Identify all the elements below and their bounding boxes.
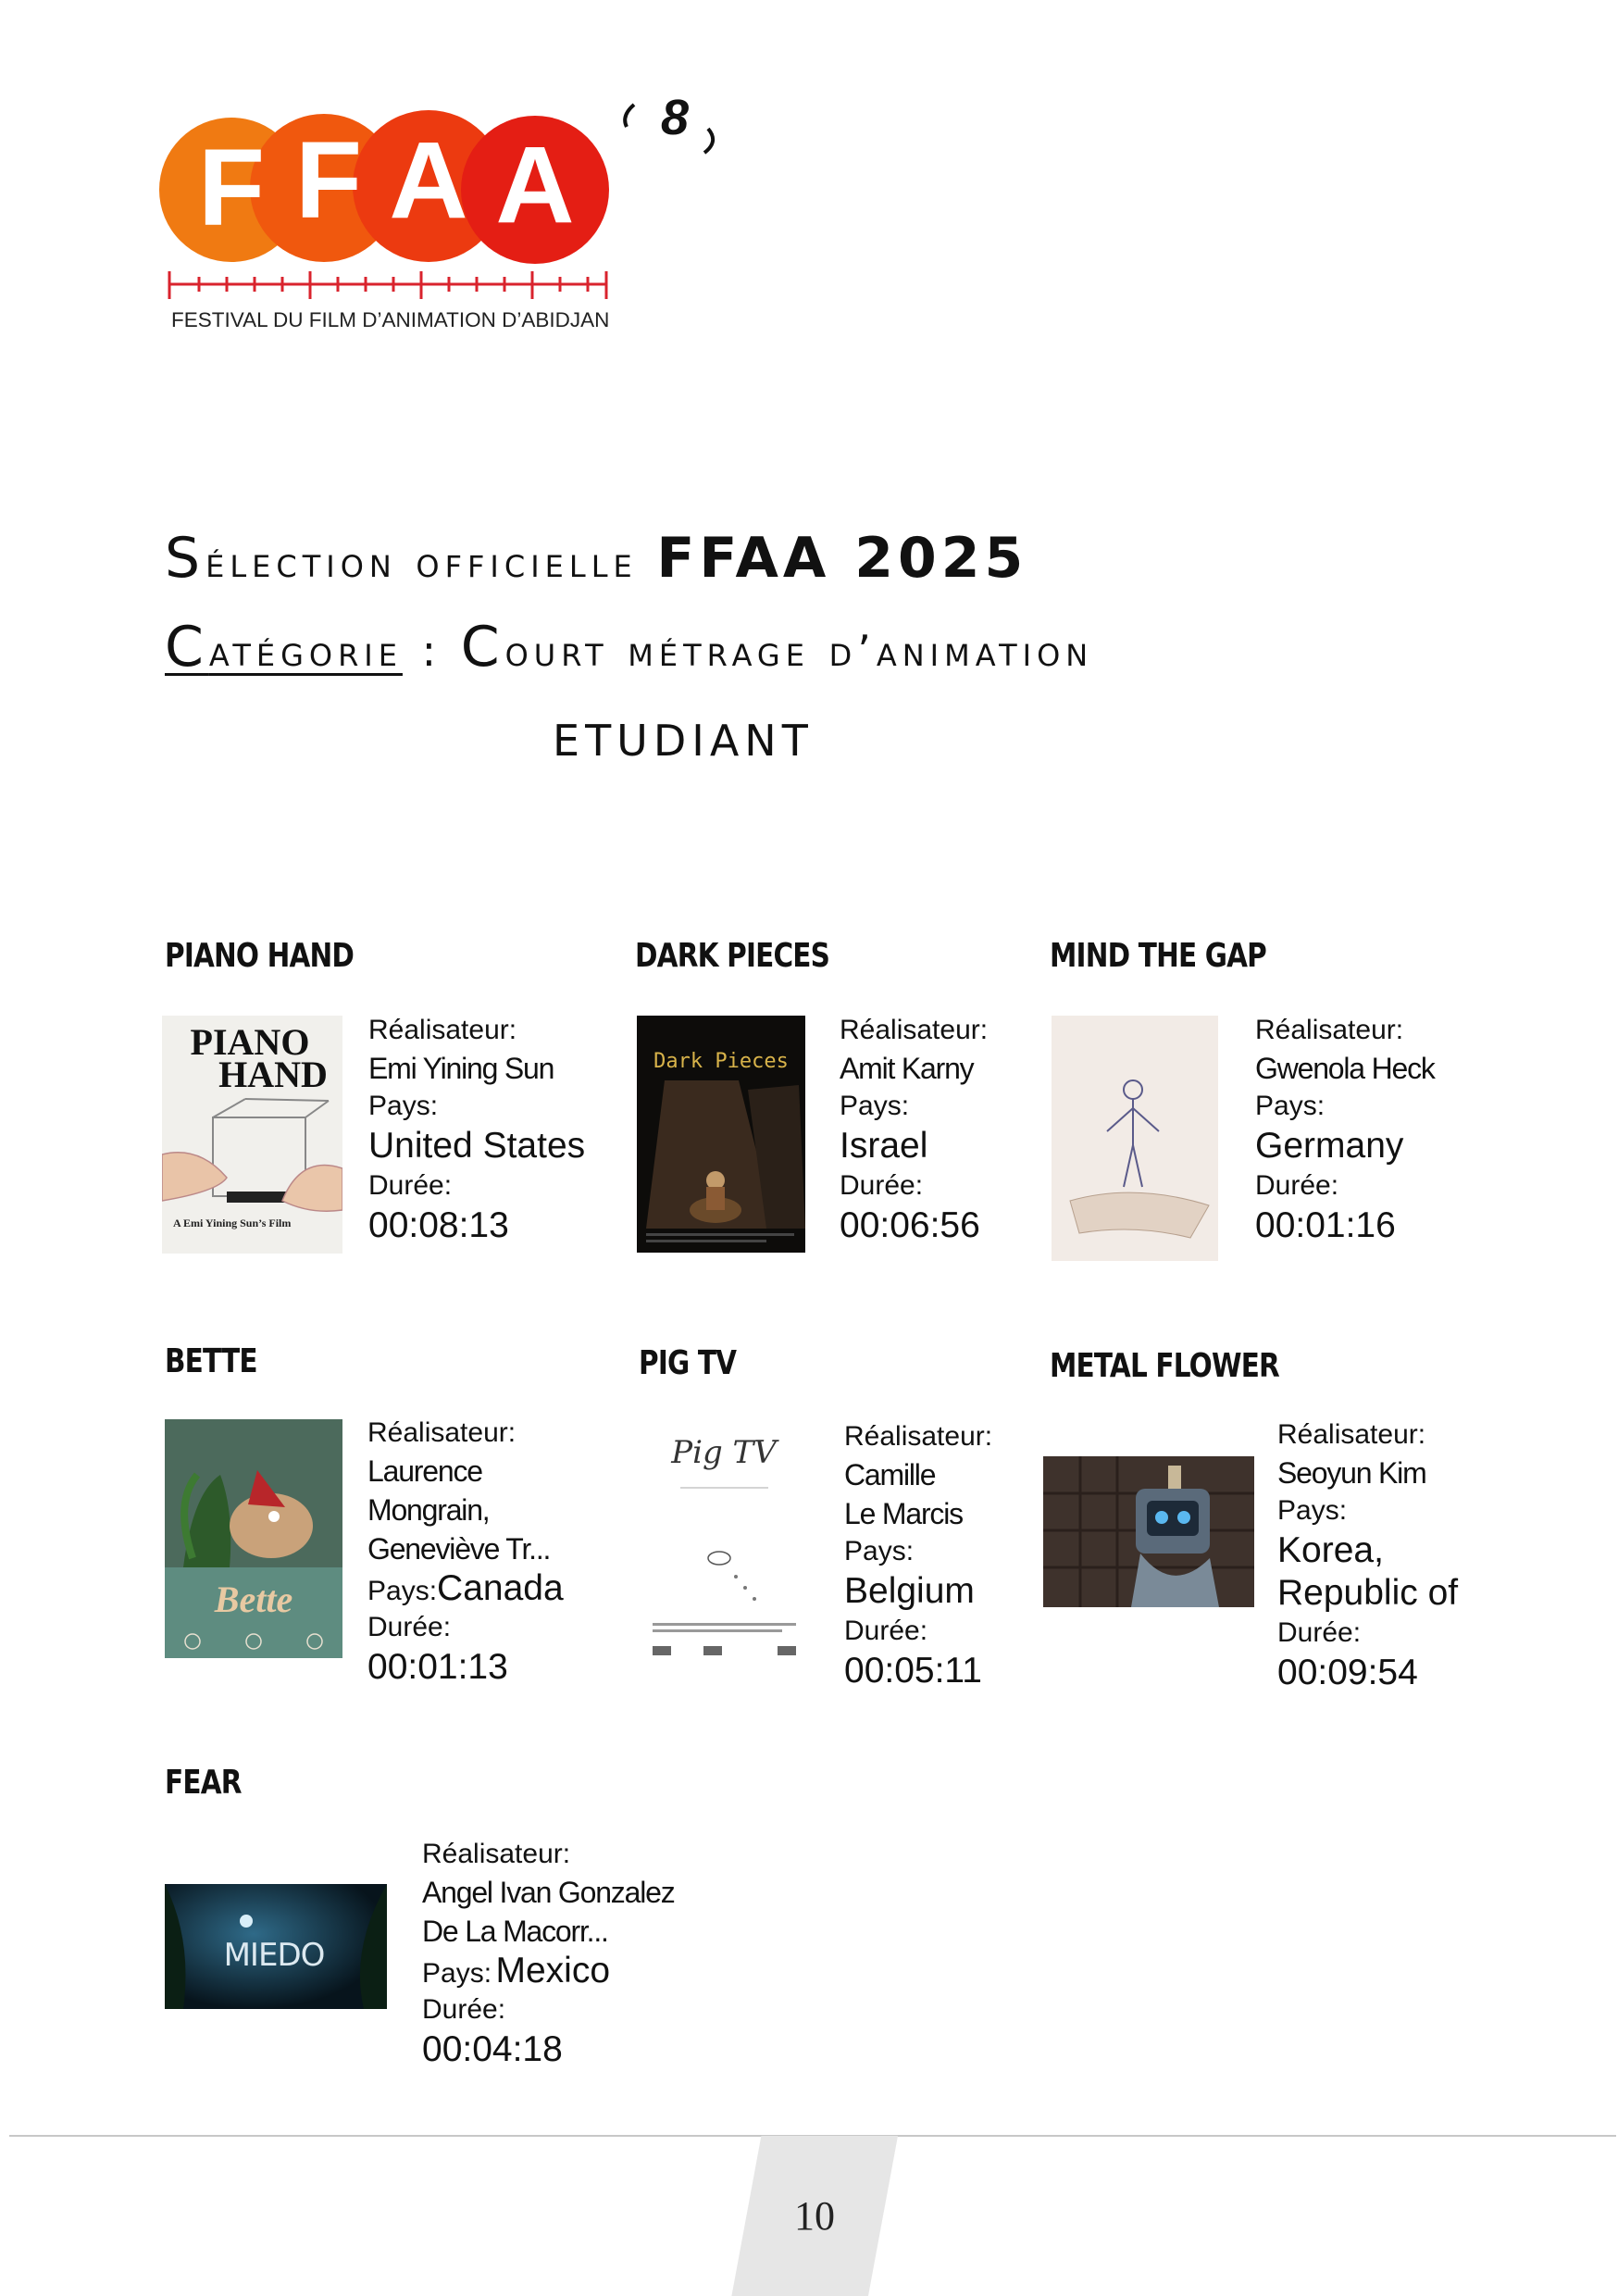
poster-bette [165, 1419, 342, 1658]
film-info-mind-the-gap: Réalisateur: Gwenola Heck Pays: Germany Durée: 00:01:16 [1255, 1015, 1435, 1245]
svg-text:PIANO: PIANO [190, 1021, 310, 1063]
film-title-dark-pieces: DARK PIECES [635, 937, 830, 975]
film-title-fear: FEAR [165, 1764, 242, 1802]
logo-edition: 8 [660, 90, 690, 145]
film-title-bette: BETTE [165, 1342, 257, 1380]
film-title-mind-the-gap: MIND THE GAP [1050, 937, 1267, 975]
film-info-dark-pieces: Réalisateur: Amit Karny Pays: Israel Durée: 00:06:56 [840, 1015, 989, 1245]
logo-letter-4: A [495, 124, 575, 246]
film-title-piano-hand: PIANO HAND [165, 937, 355, 975]
page-number: 10 [794, 2193, 835, 2239]
heading-line-2: Catégorie : Court métrage d’animation [165, 615, 1094, 680]
film-info-pig-tv: Réalisateur: Camille Le Marcis Pays: Belgium Durée: 00:05:11 [844, 1421, 993, 1691]
film-title-metal-flower: METAL FLOWER [1050, 1347, 1279, 1385]
svg-text:A Emi Yining Sun’s Film: A Emi Yining Sun’s Film [173, 1217, 292, 1229]
svg-text:Pig TV: Pig TV [671, 1434, 777, 1471]
ffaa-logo [153, 88, 745, 338]
logo-letter-3: A [389, 119, 468, 242]
film-info-fear: Réalisateur: Angel Ivan Gonzalez De La Macorr... Pays: Mexico Durée: 00:04:18 [422, 1839, 675, 2069]
logo-subtitle: FESTIVAL DU FILM D’ANIMATION D’ABIDJAN [171, 308, 610, 331]
film-info-bette: Réalisateur: Laurence Mongrain, Geneviève Tr... Pays:Canada Durée: 00:01:13 [367, 1417, 564, 1687]
svg-text:Dark Pieces: Dark Pieces [653, 1050, 789, 1073]
poster-mind-the-gap [1052, 1016, 1218, 1261]
heading-line-3: ETUDIANT [553, 716, 814, 766]
heading-line-1: Sélection officielle FFAA 2025 [165, 526, 1028, 591]
poster-pig-tv [643, 1421, 805, 1662]
film-info-metal-flower: Réalisateur: Seoyun Kim Pays: Korea, Republic of Durée: 00:09:54 [1277, 1419, 1459, 1692]
poster-piano-hand [162, 1016, 342, 1254]
poster-dark-pieces [637, 1016, 805, 1253]
logo-letter-1: F [197, 127, 266, 249]
film-title-pig-tv: PIG TV [639, 1344, 737, 1382]
poster-metal-flower [1043, 1456, 1254, 1607]
svg-text:MIEDO: MIEDO [223, 1937, 325, 1974]
logo-letter-2: F [294, 119, 363, 242]
film-info-piano-hand: Réalisateur: Emi Yining Sun Pays: United States Durée: 00:08:13 [368, 1015, 586, 1245]
poster-fear [165, 1884, 387, 2009]
svg-text:Bette: Bette [214, 1578, 293, 1620]
logo-ruler [169, 271, 606, 299]
svg-text:HAND: HAND [218, 1054, 328, 1095]
